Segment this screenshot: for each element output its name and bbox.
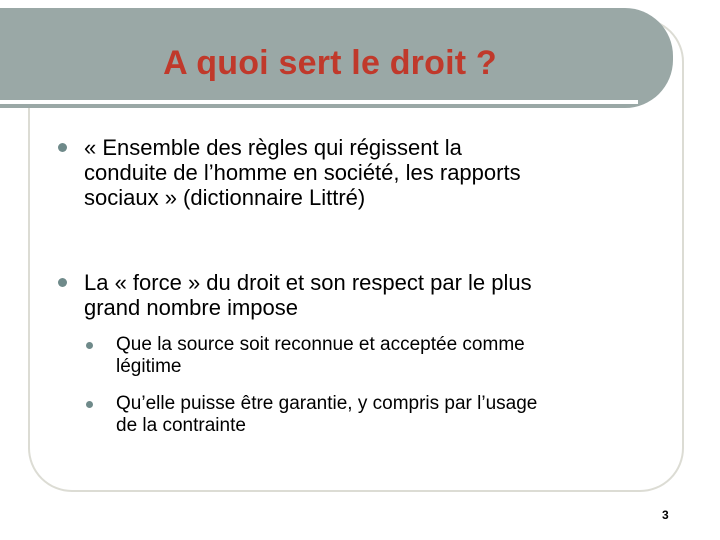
sub-bullet-text-1 <box>116 334 525 378</box>
bullet-2-line-2: grand nombre impose <box>84 295 299 320</box>
slide-title: A quoi sert le droit ? <box>163 44 497 82</box>
sub-bullet-1-line-1: Que la source soit reconnue et acceptée comme <box>116 334 525 355</box>
title-underline <box>0 100 638 104</box>
bullet-dot-icon <box>58 278 67 287</box>
bullet-1-line-3: sociaux » (dictionnaire Littré) <box>84 185 366 210</box>
bullet-1-line-1: « Ensemble des règles qui régissent la <box>84 135 462 160</box>
bullet-text-2 <box>84 270 532 320</box>
page-number: 3 <box>662 508 669 522</box>
sub-bullet-dot-icon <box>86 401 93 408</box>
sub-bullet-text-2 <box>116 393 537 437</box>
bullet-1-line-2: conduite de l’homme en société, les rapports <box>84 160 521 185</box>
bullet-2-line-1: La « force » du droit et son respect par le plus <box>84 270 532 295</box>
bullet-text-1 <box>84 135 521 210</box>
sub-bullet-1-line-2: légitime <box>116 356 182 377</box>
sub-bullet-2-line-1: Qu’elle puisse être garantie, y compris par l’usage <box>116 393 538 414</box>
title-bar <box>0 8 673 108</box>
bullet-dot-icon <box>58 143 67 152</box>
sub-bullet-dot-icon <box>86 342 93 349</box>
sub-bullet-2-line-2: de la contrainte <box>116 415 246 436</box>
